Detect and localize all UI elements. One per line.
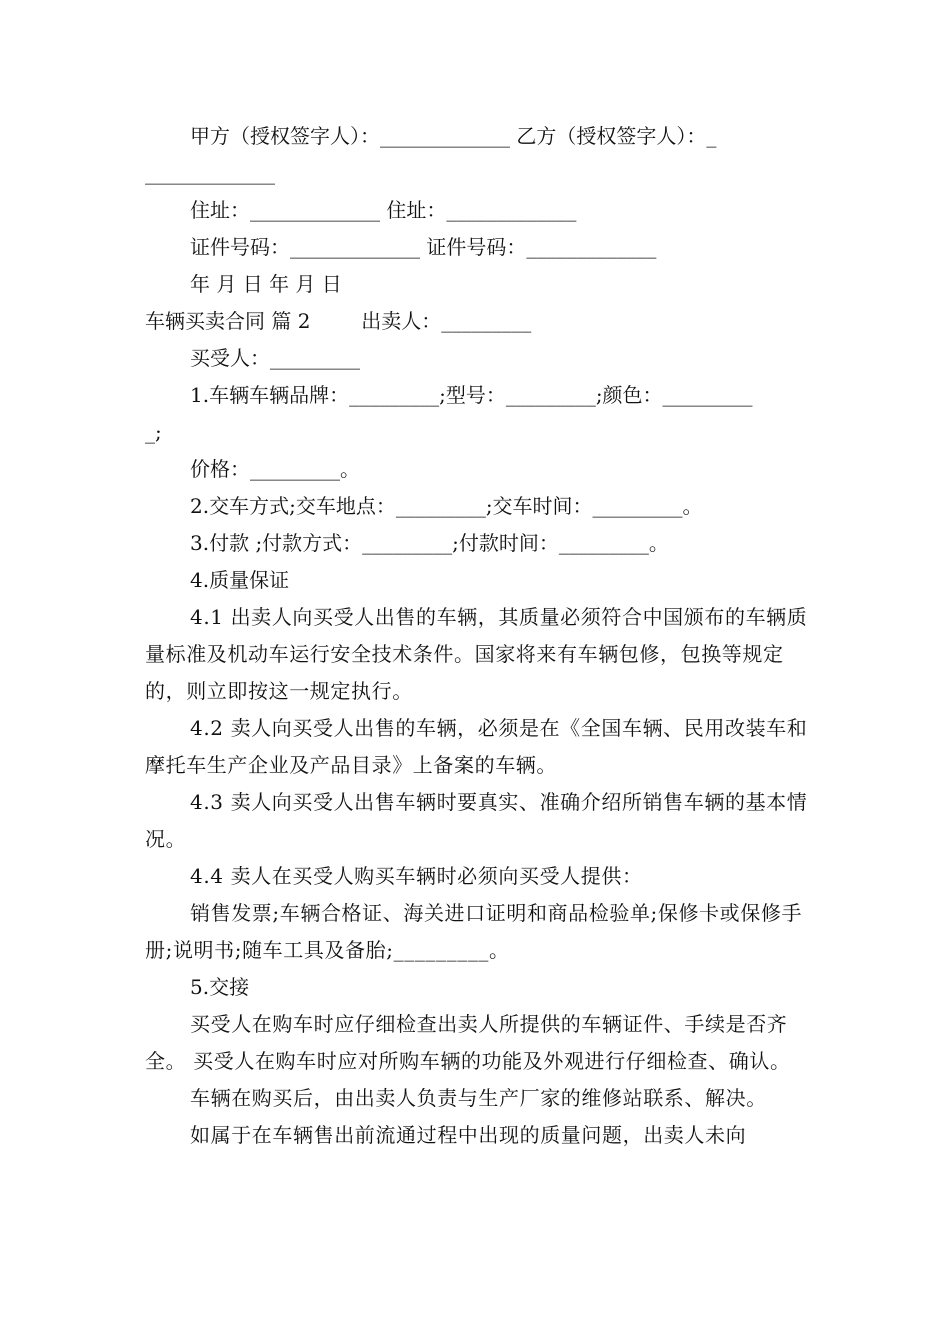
address-line: 住址：_____________ 住址：_____________ — [190, 198, 577, 222]
clause-4-4: 4.4 卖人在买受人购买车辆时必须向买受人提供： — [190, 864, 643, 888]
contract-body — [145, 118, 810, 1154]
handover-paragraph-1: 买受人在购车时应仔细检查出卖人所提供的车辆证件、手续是否齐全。 买受人在购车时应对所购车辆的功能及外观进行仔细检查、确认。 — [145, 1012, 791, 1073]
handover-paragraph-2: 车辆在购买后，由出卖人负责与生产厂家的维修站联系、解决。 — [190, 1086, 767, 1110]
handover-paragraph-3: 如属于在车辆售出前流通过程中出现的质量问题，出卖人未向 — [190, 1123, 747, 1147]
vehicle-info-line: 1.车辆车辆品牌：_________;型号：_________;颜色：_________ — [190, 383, 753, 407]
price-line: 价格：_________。 — [190, 457, 360, 481]
signature-line: 甲方（授权签字人）：_____________ 乙方（授权签字人）：_ — [190, 124, 717, 148]
vehicle-info-continuation: _; — [145, 420, 162, 444]
clause-4-1: 4.1 出卖人向买受人出售的车辆，其质量必须符合中国颁布的车辆质量标准及机动车运行安全技术条件。国家将来有车辆包修，包换等规定的，则立即按这一规定执行。 — [145, 605, 808, 703]
buyer-line: 买受人：_________ — [190, 346, 360, 370]
date-line: 年 月 日 年 月 日 — [190, 272, 342, 296]
payment-line: 3.付款 ;付款方式：_________;付款时间：_________。 — [190, 531, 669, 555]
signature-line-continuation: _____________ — [145, 161, 275, 185]
clause-4-4-detail: 销售发票;车辆合格证、海关进口证明和商品检验单;保修卡或保修手册;说明书;随车工具及备胎;_________。 — [145, 901, 803, 962]
clause-4-2: 4.2 卖人向买受人出售的车辆，必须是在《全国车辆、民用改装车和摩托车生产企业及产品目录》上备案的车辆。 — [145, 716, 808, 777]
section-title-line: 车辆买卖合同 篇 2 出卖人：_________ — [145, 309, 532, 333]
delivery-line: 2.交车方式;交车地点：_________;交车时间：_________。 — [190, 494, 703, 518]
quality-heading: 4.质量保证 — [190, 568, 290, 592]
id-number-line: 证件号码：_____________ 证件号码：_____________ — [190, 235, 657, 259]
handover-heading: 5.交接 — [190, 975, 250, 999]
clause-4-3: 4.3 卖人向买受人出售车辆时要真实、准确介绍所销售车辆的基本情况。 — [145, 790, 808, 851]
